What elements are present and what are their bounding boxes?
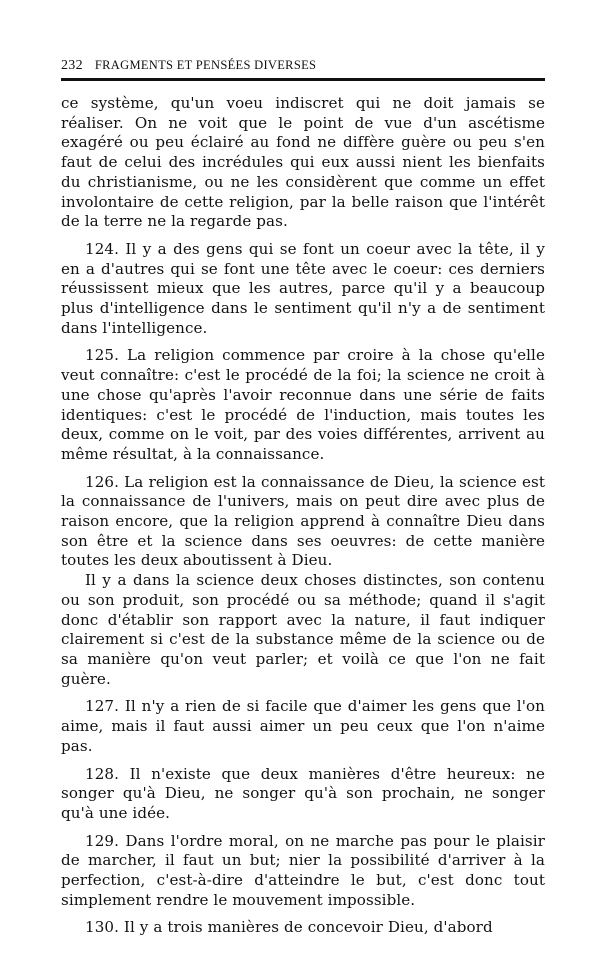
paragraph-129: 129. Dans l'ordre moral, on ne marche pas pour le plaisir de marcher, il faut un but; nier la possibilité d'arriver à la perfection, c'est-à-dire d'atteindre le but, c'est donc tout simplement rendre le mouvement impossible. [61, 831, 545, 909]
page-body [61, 94, 545, 938]
paragraph-126: 126. La religion est la connaissance de Dieu, la science est la connaissance de l'univers, mais on peut dire avec plus de raison encore, que la religion apprend à connaître Dieu dans son être et la science dans ses oeuvres: de cette manière toutes les deux aboutissent à Dieu. [61, 472, 545, 570]
book-page [61, 58, 545, 946]
running-title: FRAGMENTS ET PENSÉES DIVERSES [94, 58, 317, 72]
paragraph-125: 125. La religion commence par croire à la chose qu'elle veut connaître: c'est le procédé de la foi; la science ne croit à une chose qu'après l'avoir reconnue dans une série de faits identiques: c'est le procédé de l'induction, mais toutes les deux, comme on le voit, par des voies différentes, arrivent au même résultat, à la connaissance. [61, 346, 545, 463]
paragraph-130: 130. Il y a trois manières de concevoir Dieu, d'abord [85, 918, 493, 937]
paragraph-continuation: ce système, qu'un voeu indiscret qui ne doit jamais se réaliser. On ne voit que le point de vue d'un ascétisme exagéré ou peu éclairé au fond ne diffère guère ou peu s'en faut de celui des incrédules qui eux aussi nient les bienfaits du christianisme, ou ne les considèrent que comme un effet involontaire de cette religion, par la belle raison que l'intérêt de la terre ne la regarde pas. [61, 94, 545, 231]
paragraph-128: 128. Il n'existe que deux manières d'être heureux: ne songer qu'à Dieu, ne songer qu'à son prochain, ne songer qu'à une idée. [61, 764, 545, 822]
paragraph-127: 127. Il n'y a rien de si facile que d'aimer les gens que l'on aime, mais il faut aussi aimer un peu ceux que l'on n'aime pas. [61, 697, 545, 755]
page-number: 232 [61, 58, 83, 73]
running-head [61, 58, 545, 81]
paragraph-126-continued: Il y a dans la science deux choses distinctes, son contenu ou son produit, son procédé ou sa méthode; quand il s'agit donc d'établir son rapport avec la nature, il faut indiquer clairement si c'est de la substance même de la science ou de sa manière qu'on veut parler; et voilà ce que l'on ne fait guère. [61, 571, 545, 688]
paragraph-124: 124. Il y a des gens qui se font un coeur avec la tête, il y en a d'autres qui se font une tête avec le coeur: ces derniers réussissent mieux que les autres, parce qu'il y a beaucoup plus d'intelligence dans le sentiment qu'il n'y a de sentiment dans l'intelligence. [61, 239, 545, 337]
